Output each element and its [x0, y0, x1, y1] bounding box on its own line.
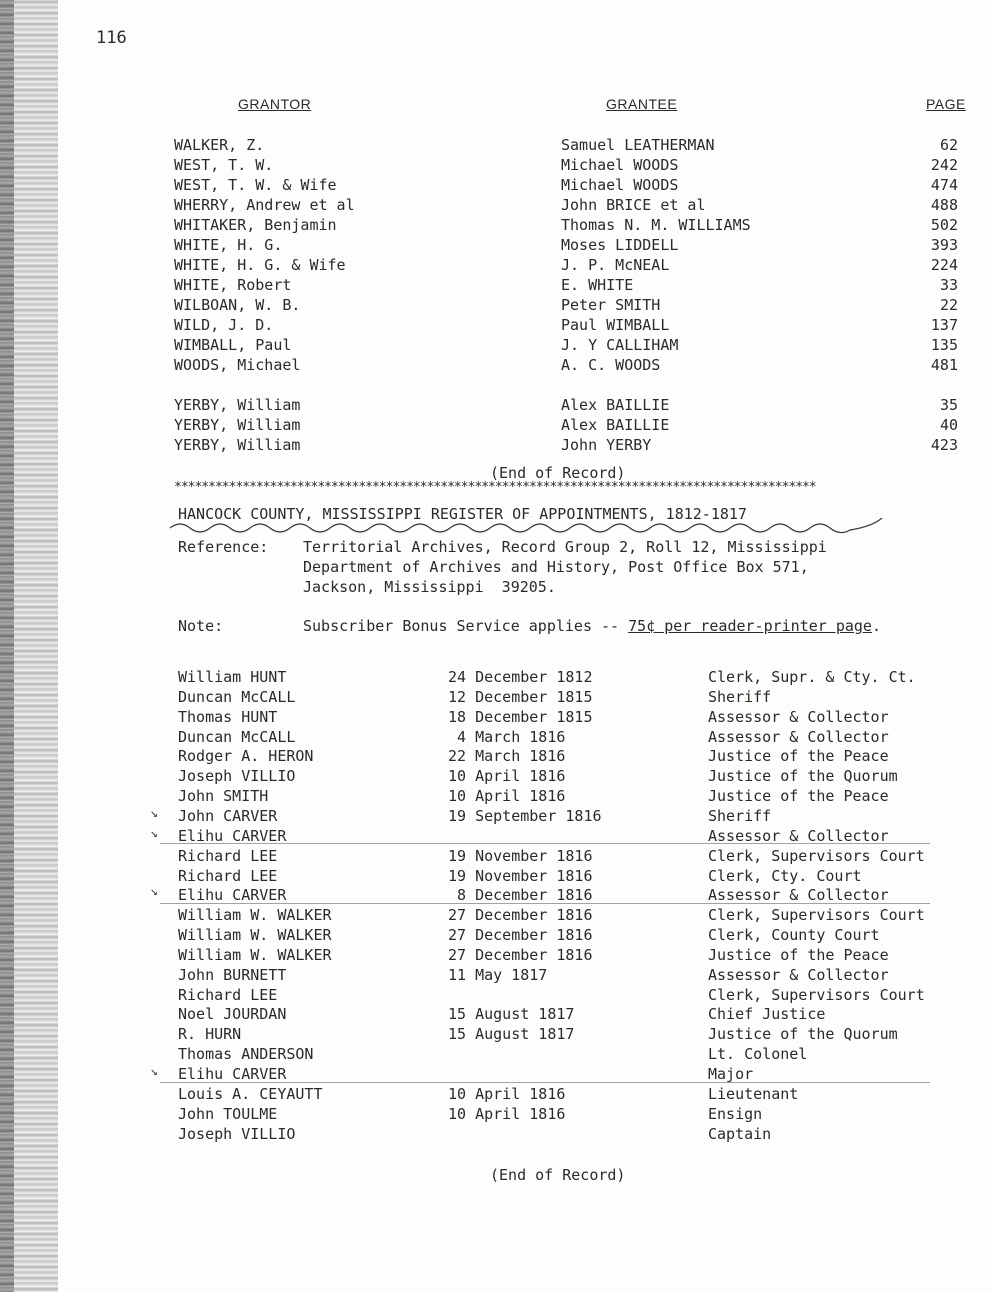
strike-line-2: [160, 903, 930, 905]
appointment-date: 22 March 1816: [448, 747, 566, 766]
grantee-header: GRANTEE: [606, 96, 678, 112]
strike-line-1: [160, 843, 930, 845]
office-title: Clerk, Supr. & Cty. Ct.: [708, 668, 916, 686]
appointment-date: 19 November 1816: [448, 846, 593, 865]
grantor-cell: WEST, T. W. & Wife: [174, 176, 337, 194]
office-title: Assessor & Collector: [708, 707, 889, 726]
appointment-row: [0, 688, 992, 708]
appointee-name: Duncan McCALL: [178, 727, 296, 746]
reference-line-1: Territorial Archives, Record Group 2, Roll 12, Mississippi: [303, 538, 827, 556]
appointment-date: 10 April 1816: [448, 1084, 566, 1103]
reference-line-3: Jackson, Mississippi 39205.: [303, 578, 556, 596]
grantee-cell: Michael WOODS: [561, 156, 679, 174]
office-title: Major: [708, 1065, 754, 1083]
grantor-row: [0, 156, 992, 176]
appointee-name: John BURNETT: [178, 965, 287, 984]
appointee-name: Louis A. CEYAUTT: [178, 1084, 323, 1103]
grantor-row: [0, 136, 992, 156]
appointment-row: [0, 1125, 992, 1145]
appointment-date: 19 November 1816: [448, 866, 593, 885]
appointment-row: [0, 1025, 992, 1045]
grantee-cell: J. P. McNEAL: [561, 256, 670, 274]
office-title: Clerk, Supervisors Court: [708, 906, 925, 925]
appointment-date: 27 December 1816: [448, 906, 593, 925]
grantee-cell: Thomas N. M. WILLIAMS: [561, 216, 751, 234]
arrow-mark-icon: ↘: [150, 826, 158, 841]
office-title: Assessor & Collector: [708, 826, 889, 845]
appointee-name: R. HURN: [178, 1025, 242, 1044]
page-cell: 502: [930, 216, 958, 234]
appointment-date: 4 March 1816: [448, 727, 566, 746]
page-cell: 488: [930, 196, 958, 214]
office-title: Sheriff: [708, 687, 772, 706]
appointee-name: William HUNT: [178, 668, 287, 686]
office-title: Justice of the Peace: [708, 787, 889, 806]
grantor-row: [0, 436, 992, 456]
page-number: 116: [96, 28, 127, 48]
office-title: Clerk, Supervisors Court: [708, 846, 925, 865]
appointee-name: William W. WALKER: [178, 926, 332, 945]
grantor-cell: WILBOAN, W. B.: [174, 296, 301, 314]
appointment-row: [0, 787, 992, 807]
appointee-name: Joseph VILLIO: [178, 767, 296, 786]
grantor-row: [0, 296, 992, 316]
appointment-row: [0, 1105, 992, 1125]
page-header: PAGE: [926, 96, 966, 112]
grantor-cell: WOODS, Michael: [174, 356, 301, 374]
grantor-row: [0, 356, 992, 376]
note-text: [303, 617, 881, 635]
office-title: Assessor & Collector: [708, 886, 889, 905]
office-title: Lieutenant: [708, 1084, 799, 1103]
grantor-cell: WEST, T. W.: [174, 156, 274, 174]
page-cell: 423: [930, 436, 958, 454]
office-title: Clerk, County Court: [708, 926, 880, 945]
appointment-row: [0, 847, 992, 867]
appointment-date: 19 September 1816: [448, 806, 602, 825]
appointment-date: 27 December 1816: [448, 945, 593, 964]
office-title: Clerk, Supervisors Court: [708, 985, 925, 1004]
reference-line-2: Department of Archives and History, Post Office Box 571,: [303, 558, 809, 576]
strike-line-3: [160, 1082, 930, 1084]
office-title: Lt. Colonel: [708, 1045, 808, 1064]
grantor-row: [0, 316, 992, 336]
appointment-date: 12 December 1815: [448, 687, 593, 706]
appointee-name: Elihu CARVER: [178, 886, 287, 905]
appointee-name: John TOULME: [178, 1104, 278, 1123]
appointee-name: Elihu CARVER: [178, 1065, 287, 1083]
grantor-cell: YERBY, William: [174, 416, 301, 434]
appointment-row: [0, 906, 992, 926]
end-of-record-1: (End of Record): [490, 464, 626, 482]
appointment-date: 8 December 1816: [448, 886, 593, 905]
note-text-c: .: [871, 617, 881, 635]
appointment-date: 15 August 1817: [448, 1005, 575, 1024]
grantor-cell: WHITE, Robert: [174, 276, 292, 294]
note-price: 75¢ per reader-printer page: [628, 617, 872, 635]
appointment-row: [0, 708, 992, 728]
grantee-cell: Paul WIMBALL: [561, 316, 670, 334]
separator-line: **********************************************************************************************: [174, 480, 816, 495]
page-cell: 242: [930, 156, 958, 174]
grantor-cell: WILD, J. D.: [174, 316, 274, 334]
office-title: Ensign: [708, 1104, 763, 1123]
appointee-name: Richard LEE: [178, 866, 278, 885]
appointment-row: [0, 728, 992, 748]
office-title: Sheriff: [708, 806, 772, 825]
appointment-row: [0, 668, 992, 688]
appointee-name: Thomas HUNT: [178, 707, 278, 726]
appointment-row: [0, 1005, 992, 1025]
arrow-mark-icon: ↘: [150, 884, 158, 899]
appointee-name: Thomas ANDERSON: [178, 1045, 314, 1064]
appointment-row: [0, 926, 992, 946]
grantee-cell: John YERBY: [561, 436, 652, 454]
grantor-row: [0, 236, 992, 256]
grantor-cell: WHITE, H. G. & Wife: [174, 256, 346, 274]
appointee-name: Richard LEE: [178, 985, 278, 1004]
grantor-row: [0, 336, 992, 356]
page-cell: 137: [930, 316, 958, 334]
page-cell: 224: [930, 256, 958, 274]
note-label: Note:: [178, 617, 224, 635]
grantee-cell: Moses LIDDELL: [561, 236, 679, 254]
grantor-cell: YERBY, William: [174, 436, 301, 454]
page-cell: 474: [930, 176, 958, 194]
office-title: Assessor & Collector: [708, 965, 889, 984]
office-title: Justice of the Quorum: [708, 767, 898, 786]
appointment-date: 18 December 1815: [448, 707, 593, 726]
office-title: Justice of the Quorum: [708, 1025, 898, 1044]
appointment-row: [0, 747, 992, 767]
appointee-name: William W. WALKER: [178, 945, 332, 964]
appointee-name: Duncan McCALL: [178, 687, 296, 706]
grantee-cell: A. C. WOODS: [561, 356, 661, 374]
grantee-cell: E. WHITE: [561, 276, 634, 294]
grantor-cell: WALKER, Z.: [174, 136, 265, 154]
office-title: Chief Justice: [708, 1005, 826, 1024]
grantee-cell: Peter SMITH: [561, 296, 661, 314]
appointment-row: [0, 1045, 992, 1065]
appointee-name: Richard LEE: [178, 846, 278, 865]
office-title: Justice of the Peace: [708, 945, 889, 964]
grantor-row: [0, 196, 992, 216]
appointment-date: 11 May 1817: [448, 965, 548, 984]
appointee-name: Joseph VILLIO: [178, 1124, 296, 1143]
appointee-name: John SMITH: [178, 787, 269, 806]
office-title: Justice of the Peace: [708, 747, 889, 766]
grantor-row: [0, 396, 992, 416]
appointment-row: [0, 946, 992, 966]
office-title: Captain: [708, 1124, 772, 1143]
appointment-row: [0, 867, 992, 887]
arrow-mark-icon: ↘: [150, 1064, 158, 1079]
grantor-cell: WHITAKER, Benjamin: [174, 216, 337, 234]
grantor-cell: WIMBALL, Paul: [174, 336, 292, 354]
appointment-row: [0, 986, 992, 1006]
grantee-cell: Samuel LEATHERMAN: [561, 136, 715, 154]
appointment-row: [0, 767, 992, 787]
grantee-cell: Alex BAILLIE: [561, 396, 670, 414]
page-cell: 33: [939, 276, 958, 294]
grantor-cell: WHERRY, Andrew et al: [174, 196, 355, 214]
page-cell: 35: [939, 396, 958, 414]
appointment-date: 15 August 1817: [448, 1025, 575, 1044]
grantee-cell: Michael WOODS: [561, 176, 679, 194]
grantor-row: [0, 216, 992, 236]
grantor-cell: WHITE, H. G.: [174, 236, 283, 254]
grantor-cell: YERBY, William: [174, 396, 301, 414]
grantor-row: [0, 416, 992, 436]
page-cell: 62: [939, 136, 958, 154]
appointment-row: [0, 966, 992, 986]
appointee-name: Rodger A. HERON: [178, 747, 314, 766]
appointee-name: John CARVER: [178, 806, 278, 825]
appointment-date: 27 December 1816: [448, 926, 593, 945]
page-cell: 22: [939, 296, 958, 314]
appointment-date: 10 April 1816: [448, 1104, 566, 1123]
grantee-cell: J. Y CALLIHAM: [561, 336, 679, 354]
appointee-name: Elihu CARVER: [178, 826, 287, 845]
reference-label: Reference:: [178, 538, 269, 556]
page-cell: 393: [930, 236, 958, 254]
page-cell: 481: [930, 356, 958, 374]
appointee-name: William W. WALKER: [178, 906, 332, 925]
appointment-date: 10 April 1816: [448, 787, 566, 806]
register-title: HANCOCK COUNTY, MISSISSIPPI REGISTER OF APPOINTMENTS, 1812-1817: [178, 505, 747, 523]
end-of-record-2: (End of Record): [490, 1166, 626, 1184]
grantor-header: GRANTOR: [238, 96, 312, 112]
note-text-a: Subscriber Bonus Service applies --: [303, 617, 629, 635]
arrow-mark-icon: ↘: [150, 806, 158, 821]
page-cell: 40: [939, 416, 958, 434]
page-cell: 135: [930, 336, 958, 354]
appointee-name: Noel JOURDAN: [178, 1005, 287, 1024]
grantor-row: [0, 256, 992, 276]
handwritten-squiggle: [170, 518, 890, 540]
grantor-row: [0, 176, 992, 196]
office-title: Assessor & Collector: [708, 727, 889, 746]
appointment-date: 24 December 1812: [448, 668, 593, 686]
office-title: Clerk, Cty. Court: [708, 866, 862, 885]
appointment-row: [0, 1085, 992, 1105]
appointment-date: 10 April 1816: [448, 767, 566, 786]
appointment-row: [0, 807, 992, 827]
grantor-row: [0, 276, 992, 296]
grantee-cell: John BRICE et al: [561, 196, 706, 214]
grantee-cell: Alex BAILLIE: [561, 416, 670, 434]
